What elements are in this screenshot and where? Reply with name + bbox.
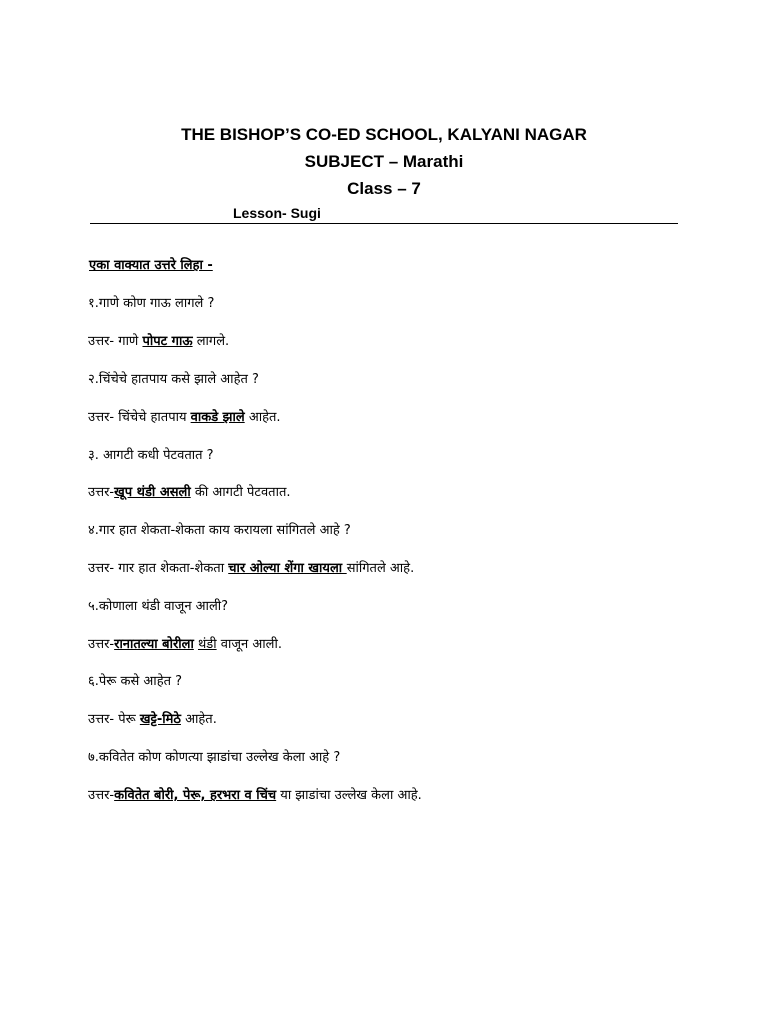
answer-highlight: खट्टे-मिठे	[139, 712, 181, 727]
answer-3	[88, 483, 291, 503]
answer-suffix: वाजून आली.	[216, 637, 282, 652]
answer-highlight: रानातल्या बोरीला	[114, 637, 194, 652]
answer-highlight: चार ओल्या शेंगा खायला	[228, 561, 347, 576]
header-divider	[90, 223, 678, 224]
answer-1	[88, 332, 229, 352]
answer-6	[88, 710, 217, 730]
class-line: Class – 7	[347, 179, 421, 198]
answer-highlight: खूप थंडी असली	[114, 485, 191, 500]
subject-line: SUBJECT – Marathi	[304, 152, 464, 171]
answer-suffix: की आगटी पेटवतात.	[190, 485, 291, 500]
question-2: २.चिंचेचे हातपाय कसे झाले आहेत ?	[88, 372, 259, 387]
school-name: THE BISHOP’S CO-ED SCHOOL, KALYANI NAGAR	[181, 125, 587, 144]
answer-prefix: उत्तर-	[88, 637, 115, 652]
section-heading: एका वाक्यात उत्तरे लिहा -	[89, 258, 213, 273]
answer-underlined: थंडी	[197, 637, 217, 652]
question-6: ६.पेरू कसे आहेत ?	[88, 674, 183, 689]
answer-5	[88, 635, 282, 655]
question-1: १.गाणे कोण गाऊ लागले ?	[88, 296, 215, 311]
answer-prefix: उत्तर-	[88, 788, 115, 803]
answer-4	[88, 559, 414, 579]
question-3: ३. आगटी कधी पेटवतात ?	[88, 448, 214, 463]
answer-prefix: उत्तर- पेरू	[88, 712, 140, 727]
answer-2	[88, 408, 281, 428]
lesson-title: Lesson- Sugi	[233, 205, 321, 221]
question-7: ७.कवितेत कोण कोणत्या झाडांचा उल्लेख केला आहे ?	[88, 750, 341, 765]
answer-prefix: उत्तर- गाणे	[88, 334, 143, 349]
answer-suffix: लागले.	[192, 334, 230, 349]
answer-suffix: या झाडांचा उल्लेख केला आहे.	[276, 788, 422, 803]
question-5: ५.कोणाला थंडी वाजून आली?	[88, 599, 229, 614]
answer-suffix: आहेत.	[180, 712, 217, 727]
answer-prefix: उत्तर- गार हात शेकता-शेकता	[88, 561, 229, 576]
answer-prefix: उत्तर-	[88, 485, 115, 500]
question-4: ४.गार हात शेकता-शेकता काय करायला सांगितले आहे ?	[88, 523, 351, 538]
answer-highlight: वाकडे झाले	[190, 410, 245, 425]
answer-highlight: कवितेत बोरी, पेरू, हरभरा व चिंच	[114, 788, 277, 803]
answer-highlight: पोपट गाऊ	[142, 334, 193, 349]
answer-prefix: उत्तर- चिंचेचे हातपाय	[88, 410, 191, 425]
answer-7	[88, 786, 422, 806]
answer-suffix: सांगितले आहे.	[346, 561, 415, 576]
answer-suffix: आहेत.	[244, 410, 281, 425]
